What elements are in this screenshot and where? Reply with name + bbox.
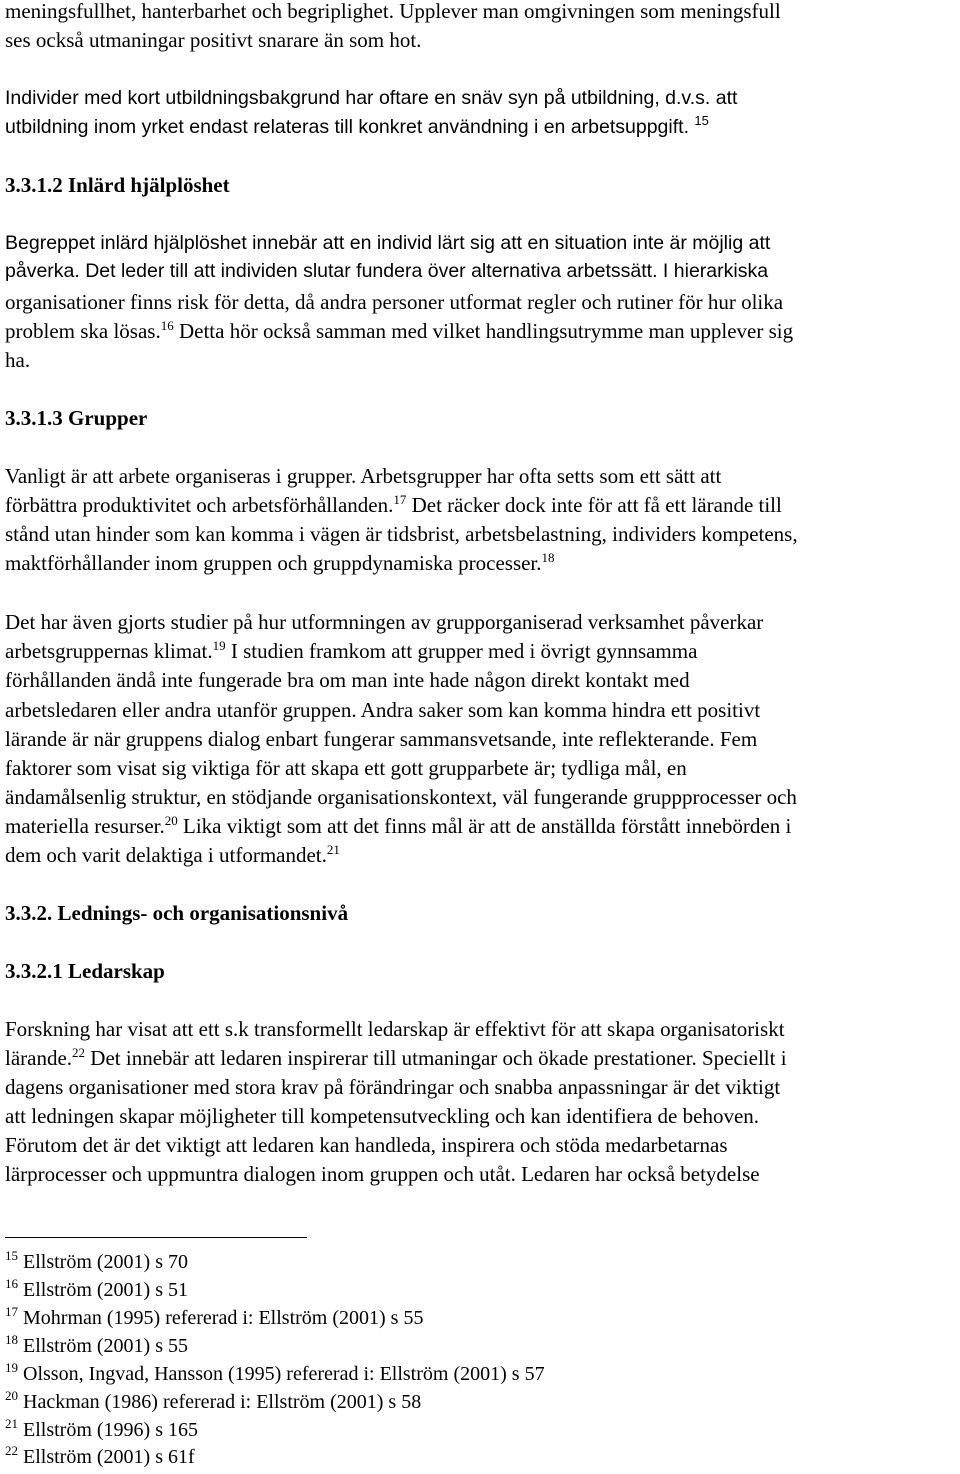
paragraph-groups-line-2 [5, 492, 782, 517]
paragraph-groups-text-c: maktförhållander inom gruppen och gruppdynamiska processer. [5, 551, 542, 575]
footnote-number: 17 [5, 1304, 18, 1319]
paragraph-studies-line-8 [5, 813, 792, 838]
paragraph-education-line-2 [5, 113, 709, 138]
section-heading-3312: 3.3.1.2 Inlärd hjälplöshet [5, 173, 230, 197]
paragraph-helplessness-line-3: organisationer finns risk för detta, då andra personer utformat regler och rutiner för hur olika [5, 290, 784, 314]
footnote-ref-22[interactable]: 22 [72, 1045, 86, 1060]
section-heading-3313: 3.3.1.3 Grupper [5, 406, 148, 430]
footnote-text: Mohrman (1995) refererad i: Ellström (2001) s 55 [18, 1307, 424, 1329]
paragraph-helplessness-line-5: ha. [5, 348, 31, 372]
footnote-number: 15 [5, 1248, 18, 1263]
footnote-17 [5, 1304, 424, 1329]
footnote-number: 19 [5, 1360, 18, 1375]
footnote-ref-20[interactable]: 20 [164, 813, 178, 828]
footnote-21 [5, 1416, 198, 1441]
paragraph-studies-line-9 [5, 842, 340, 867]
footnote-text: Ellström (1996) s 165 [18, 1419, 198, 1441]
footnote-ref-17[interactable]: 17 [393, 492, 407, 507]
paragraph-leadership-text-b: Det innebär att ledaren inspirerar till utmaningar och ökade prestationer. Speciellt i [85, 1046, 787, 1070]
section-heading-332: 3.3.2. Lednings- och organisationsnivå [5, 901, 349, 925]
footnote-15 [5, 1248, 188, 1273]
paragraph-studies-line-5: lärande är när gruppens dialog enbart fungerar sammansvetsande, inte reflekterande. Fem [5, 727, 758, 751]
paragraph-groups-text-a: förbättra produktivitet och arbetsförhållanden. [5, 493, 394, 517]
paragraph-helplessness-text-a: problem ska lösas. [5, 319, 161, 343]
section-heading-3321: 3.3.2.1 Ledarskap [5, 959, 165, 983]
footnote-number: 16 [5, 1276, 18, 1291]
footnote-text: Olsson, Ingvad, Hansson (1995) refererad i: Ellström (2001) s 57 [18, 1363, 545, 1385]
paragraph-meaning-line-2: ses också utmaningar positivt snarare än som hot. [5, 28, 422, 52]
paragraph-studies-line-6: faktorer som visat sig viktiga för att skapa ett gott grupparbete är; tydliga mål, en [5, 756, 687, 780]
footnote-number: 20 [5, 1388, 18, 1403]
paragraph-leadership-line-6: lärprocesser och uppmuntra dialogen inom gruppen och utåt. Ledaren har också betydelse [5, 1162, 760, 1186]
footnote-ref-15[interactable]: 15 [694, 113, 709, 128]
paragraph-helplessness-line-4 [5, 318, 794, 343]
footnote-text: Ellström (2001) s 51 [18, 1279, 188, 1301]
paragraph-leadership-line-2 [5, 1045, 787, 1070]
paragraph-groups-line-1: Vanligt är att arbete organiseras i grupper. Arbetsgrupper har ofta setts som ett sätt att [5, 464, 722, 488]
paragraph-studies-line-1: Det har även gjorts studier på hur utformningen av grupporganiserad verksamhet påverkar [5, 610, 764, 634]
footnote-separator [5, 1237, 307, 1238]
paragraph-studies-text-c: materiella resurser. [5, 814, 165, 838]
paragraph-helplessness-line-2: påverka. Det leder till att individen slutar fundera över alternativa arbetssätt. I hierarkiska [5, 260, 769, 282]
paragraph-studies-line-2 [5, 638, 698, 663]
footnote-ref-19[interactable]: 19 [212, 638, 226, 653]
paragraph-studies-text-b: I studien framkom att grupper med i övrigt gynnsamma [225, 639, 698, 663]
paragraph-studies-text-a: arbetsgruppernas klimat. [5, 639, 213, 663]
footnote-ref-18[interactable]: 18 [541, 550, 555, 565]
footnote-19 [5, 1360, 545, 1385]
paragraph-groups-text-b: Det räcker dock inte för att få ett lärande till [406, 493, 782, 517]
paragraph-leadership-line-4: att ledningen skapar möjligheter till kompetensutveckling och kan identifiera de behoven. [5, 1104, 760, 1128]
footnote-18 [5, 1332, 188, 1357]
paragraph-meaning-line-1: meningsfullhet, hanterbarhet och begriplighet. Upplever man omgivningen som meningsfull [5, 0, 781, 23]
paragraph-leadership-text-a: lärande. [5, 1046, 73, 1070]
paragraph-studies-text-d: Lika viktigt som att det finns mål är att de anställda förstått innebörden i [177, 814, 792, 838]
paragraph-leadership-line-3: dagens organisationer med stora krav på förändringar och snabba anpassningar är det viktigt [5, 1075, 781, 1099]
paragraph-groups-line-3: stånd utan hinder som kan komma i vägen är tidsbrist, arbetsbelastning, individers kompetens, [5, 522, 798, 546]
paragraph-helplessness-text-b: Detta hör också samman med vilket handlingsutrymme man upplever sig [173, 319, 794, 343]
paragraph-helplessness-line-1: Begreppet inlärd hjälplöshet innebär att en individ lärt sig att en situation inte är möjlig att [5, 232, 771, 254]
paragraph-leadership-line-1: Forskning har visat att ett s.k transformellt ledarskap är effektivt för att skapa organisatoriskt [5, 1017, 785, 1041]
paragraph-studies-line-7: ändamålsenlig struktur, en stödjande organisationskontext, väl fungerande gruppprocesser och [5, 785, 797, 809]
footnote-20 [5, 1388, 422, 1413]
paragraph-groups-line-4 [5, 550, 555, 575]
paragraph-education-text: utbildning inom yrket endast relateras till konkret användning i en arbetsuppgift. [5, 116, 689, 138]
paragraph-leadership-line-5: Förutom det är det viktigt att ledaren kan handleda, inspirera och stöda medarbetarnas [5, 1133, 728, 1157]
paragraph-education-line-1: Individer med kort utbildningsbakgrund har oftare en snäv syn på utbildning, d.v.s. att [5, 87, 738, 109]
footnote-ref-21[interactable]: 21 [326, 842, 340, 857]
footnote-text: Ellström (2001) s 61f [18, 1446, 195, 1468]
footnote-text: Hackman (1986) refererad i: Ellström (2001) s 58 [18, 1391, 422, 1413]
footnote-number: 21 [5, 1416, 18, 1431]
paragraph-studies-line-4: arbetsledaren eller andra utanför gruppen. Andra saker som kan komma hindra ett positivt [5, 698, 761, 722]
footnote-text: Ellström (2001) s 55 [18, 1335, 188, 1357]
paragraph-studies-line-3: förhållanden ändå inte fungerade bra om man inte hade någon direkt kontakt med [5, 668, 690, 692]
footnote-ref-16[interactable]: 16 [160, 318, 174, 333]
footnote-number: 18 [5, 1332, 18, 1347]
footnote-text: Ellström (2001) s 70 [18, 1251, 188, 1273]
paragraph-studies-text-e: dem och varit delaktiga i utformandet. [5, 843, 327, 867]
footnote-22 [5, 1443, 195, 1468]
footnote-number: 22 [5, 1443, 18, 1458]
footnote-16 [5, 1276, 188, 1301]
